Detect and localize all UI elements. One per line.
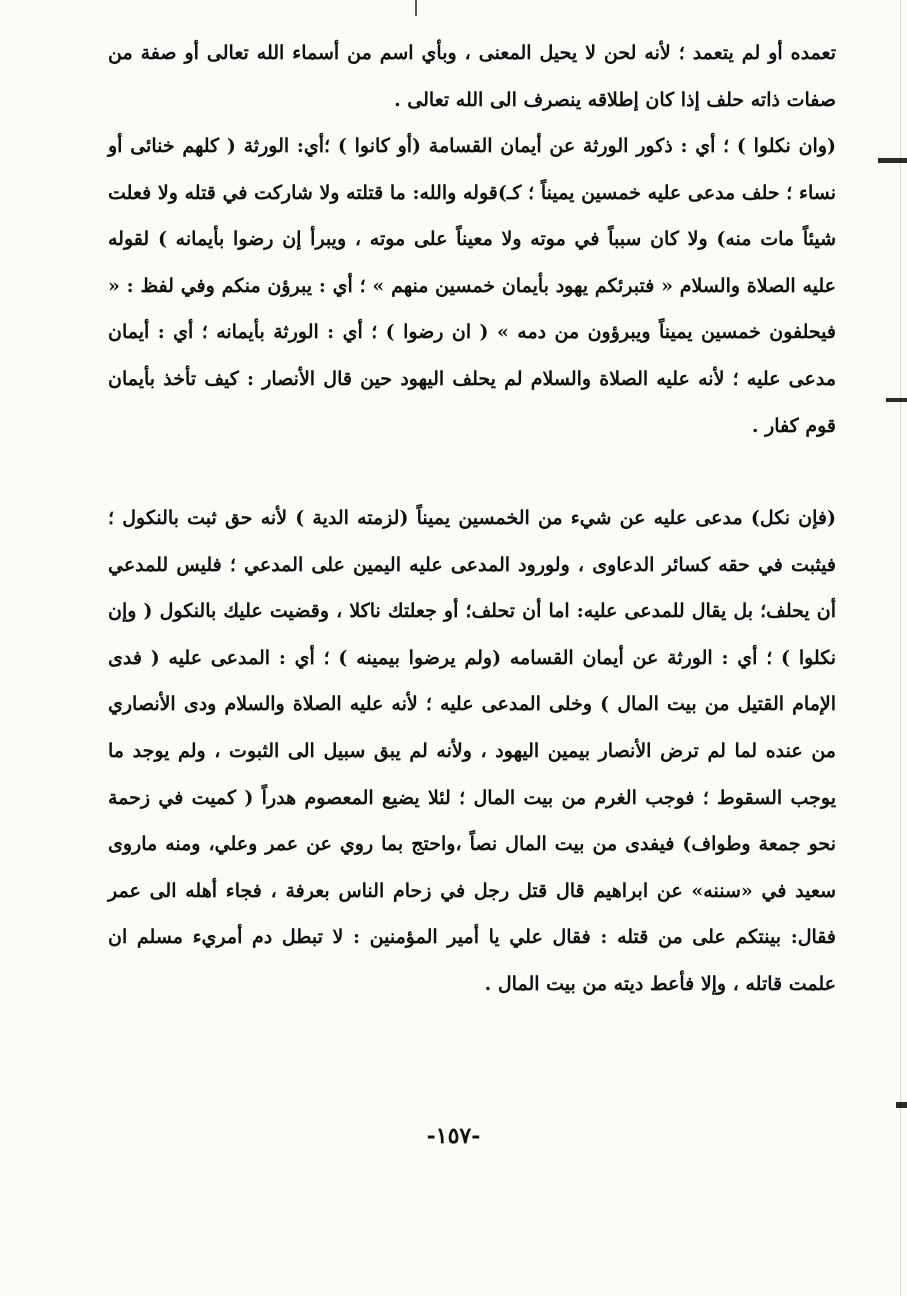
body-text-block <box>108 30 836 123</box>
paragraph: تعمده أو لم يتعمد ؛ لأنه لحن لا يحيل المعنى ، وبأي اسم من أسماء الله تعالى أو صفة من صفات ذاته حلف إذا كان إطلاقه ينصرف الى الله تعالى . <box>108 42 836 111</box>
body-text-block <box>108 123 836 449</box>
paragraph: (فإن نكل) مدعى عليه عن شيء من الخمسين يميناً (لزمته الدية ) لأنه حق ثبت بالنكول ؛ فيثبت في حقه كسائر الدعاوى ، ولورود المدعى عليه اليمين على المدعي ؛ فليس للمدعي أن يحلف؛ بل يقال للمدعى عليه: اما أن تحلف؛ أو جعلتك ناكلا ، وقضيت عليك بالنكول ( وإن نكلوا ) ؛ أي : الورثة عن أيمان القسامه (ولم يرضوا بيمينه ) ؛ أي : المدعى عليه ( فدى الإمام القتيل من بيت المال ) وخلى المدعى عليه ؛ لأنه عليه الصلاة والسلام ودى الأنصاري من عنده لما لم ترض الأنصار بيمين اليهود ، ولأنه لم يبق سبيل الى الثبوت ، ولم يوجد ما يوجب السقوط ؛ فوجب الغرم من بيت المال ؛ لئلا يضيع المعصوم هدراً ( كميت في زحمة نحو جمعة وطواف) فيفدى من بيت المال نصاً ،واحتج بما روي عن عمر وعلي، ومنه ماروى سعيد في «سننه» عن ابراهيم قال قتل رجل في زحام الناس بعرفة ، فجاء أهله الى عمر فقال: بينتكم على من قتله : فقال علي يا أمير المؤمنين : لا تبطل دم أمريء مسلم ان علمت قاتله ، وإلا فأعط ديته من بيت المال . <box>108 507 836 995</box>
top-scan-mark <box>415 0 417 16</box>
margin-scan-mark <box>886 398 907 402</box>
margin-scan-mark <box>896 1102 907 1108</box>
body-text-block <box>108 495 836 1008</box>
paragraph: (وان نكلوا ) ؛ أي : ذكور الورثة عن أيمان القسامة (أو كانوا ) ؛أي: الورثة ( كلهم خنائى أو نساء ؛ حلف مدعى عليه خمسين يميناً ؛ كـ)قوله والله: ما قتلته ولا شاركت في قتله ولا فعلت شيئاً مات منه) ولا كان سبباً في موته ولا معيناً على موته ، ويبرأ إن رضوا بأيمانه ) لقوله عليه الصلاة والسلام « فتبرئكم يهود بأيمان خمسين منهم » ؛ أي : يبرؤن منكم وفي لفظ : « فيحلفون خمسين يميناً ويبرؤون من دمه » ( ان رضوا ) ؛ أي : الورثة بأيمانه ؛ أي : أيمان مدعى عليه ؛ لأنه عليه الصلاة والسلام لم يحلف اليهود حين قال الأنصار : كيف تأخذ بأيمان قوم كفار . <box>108 135 836 437</box>
page-number: -١٥٧- <box>426 1123 481 1149</box>
margin-scan-mark <box>878 158 907 163</box>
